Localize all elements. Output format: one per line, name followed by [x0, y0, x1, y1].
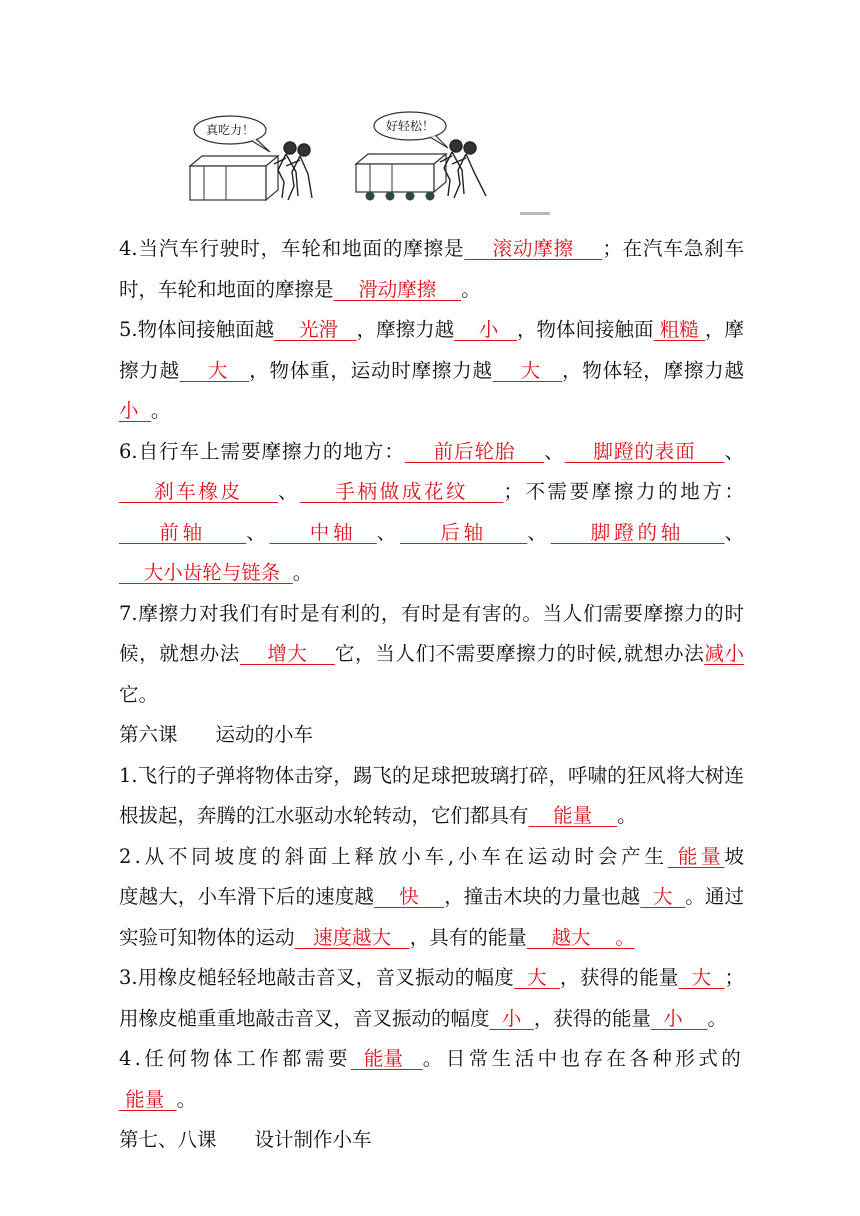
l6q2-answer-5: 越大 。 [526, 925, 635, 949]
l6q3-text-3: ；用橡皮槌重重地敲击音叉，音叉振动的幅度 [119, 966, 744, 1030]
l6q4-text-3: 。 [176, 1087, 197, 1111]
lesson-6-question-2 [119, 837, 744, 959]
q4-text-3: 。 [461, 277, 481, 301]
l6q3-text-4: ，获得的能量 [533, 1006, 651, 1030]
l6q3-answer-3: 小 [489, 1006, 534, 1030]
q6-text-3: 、 [724, 439, 744, 463]
lesson-6-question-1 [119, 756, 744, 837]
q5-text-6: ，物体轻，摩擦力越 [562, 358, 744, 382]
l6q2-text-1: 2.从不同坡度的斜面上释放小车,小车在运动时会产生 [119, 844, 668, 868]
friction-illustration [186, 108, 556, 220]
l6q2-answer-1: 能量 [667, 844, 725, 868]
right-box [356, 164, 434, 192]
q5-answer-5: 大 [492, 358, 563, 382]
l6q2-answer-4: 速度越大 [294, 925, 410, 949]
left-scene [190, 116, 312, 200]
left-bubble-text: 真吃力！ [205, 123, 255, 137]
watermark-mark [520, 212, 550, 215]
l6q4-answer-2: 能量 [119, 1087, 177, 1111]
lesson-7-8-heading [119, 1120, 744, 1161]
q5-text-5: ，物体重，运动时摩擦力越 [249, 358, 493, 382]
q6-answer-8: 脚蹬的轴 [550, 520, 725, 544]
q5-text-7: 。 [150, 399, 171, 422]
l6q3-text-1: 3.用橡皮槌轻轻地敲击音叉，音叉振动的幅度 [119, 966, 515, 989]
q6-answer-9: 大小齿轮与链条 [119, 561, 293, 584]
lesson-7-8-title: 第七、八课 [119, 1128, 217, 1151]
q5-answer-2: 小 [454, 318, 518, 341]
l6q3-answer-2: 大 [678, 966, 725, 989]
q6-text-4: 、 [277, 480, 301, 503]
l6q3-text-5: 。 [707, 1006, 728, 1030]
question-5 [119, 310, 744, 432]
q6-text-2: 、 [544, 439, 565, 463]
l6q1-text-2: 。 [617, 804, 637, 827]
l6q2-text-4: 。通过实验可知物体的运动 [119, 885, 744, 949]
q5-answer-6: 小 [119, 399, 151, 422]
q4-answer-2: 滑动摩擦 [333, 277, 462, 301]
q6-text-5: ；不需要摩擦力的地方： [503, 480, 744, 503]
q6-answer-3: 刹车橡皮 [119, 480, 278, 503]
q5-answer-1: 光滑 [274, 318, 357, 341]
q6-answer-1: 前后轮胎 [404, 439, 545, 463]
q6-text-8: 、 [527, 520, 551, 544]
q6-answer-7: 后轴 [400, 520, 528, 544]
q6-text-9: 、 [724, 520, 744, 544]
q6-answer-6: 中轴 [269, 520, 377, 544]
q6-answer-2: 脚蹬的表面 [564, 439, 725, 463]
l6q3-text-2: ，获得的能量 [559, 966, 679, 989]
q5-answer-3: 粗糙 [653, 318, 705, 341]
q6-answer-5: 前轴 [119, 520, 247, 544]
pushing-boxes-image [186, 108, 556, 220]
l6q4-text-2: 。日常生活中也存在各种形式的 [422, 1047, 744, 1070]
q5-text-2: ，摩擦力越 [356, 318, 455, 341]
q5-text-4: ，摩擦力越 [119, 318, 744, 382]
q7-answer-2: 减小 [704, 642, 744, 665]
question-4 [119, 229, 744, 310]
q4-answer-1: 滚动摩擦 [464, 237, 603, 260]
q7-text-1: 7.摩擦力对我们有时是有利的，有时是有害的。当人们需要摩擦力的时候，就想办法 [119, 601, 744, 665]
question-7 [119, 594, 744, 716]
lesson-6-subtitle: 运动的小车 [215, 723, 314, 746]
q6-answer-4: 手柄做成花纹 [300, 480, 504, 503]
right-bubble-text: 好轻松！ [385, 119, 435, 133]
l6q1-answer-1: 能量 [528, 804, 618, 827]
lesson-7-8-subtitle: 设计制作小车 [254, 1128, 372, 1151]
l6q3-answer-1: 大 [514, 966, 560, 989]
l6q3-answer-4: 小 [650, 1006, 708, 1030]
q5-text-3: ，物体间接触面 [517, 318, 654, 341]
q6-text-10: 。 [292, 561, 313, 584]
wheels [366, 192, 435, 201]
q6-text-7: 、 [376, 520, 401, 544]
left-people [274, 142, 312, 200]
q7-answer-1: 增大 [239, 642, 335, 665]
right-people [440, 140, 486, 198]
q6-text-1: 6.自行车上需要摩擦力的地方： [119, 439, 405, 463]
q4-text-1: 4.当汽车行驶时，车轮和地面的摩擦是 [119, 237, 465, 260]
l6q1-text-1: 1.飞行的子弹将物体击穿，踢飞的足球把玻璃打碎，呼啸的狂风将大树连根拔起，奔腾的江水驱动水轮转动，它们都具有 [119, 763, 744, 827]
q4-text-2: ；在汽车急刹车时，车轮和地面的摩擦是 [119, 237, 745, 301]
right-scene [356, 112, 486, 201]
l6q2-text-2: 坡度越大，小车滑下后的速度越 [119, 844, 744, 908]
l6q4-answer-1: 能量 [350, 1047, 423, 1070]
l6q4-text-1: 4.任何物体工作都需要 [119, 1047, 351, 1070]
q6-text-6: 、 [246, 520, 270, 544]
q5-answer-4: 大 [179, 358, 250, 382]
lesson-6-question-3 [119, 958, 744, 1039]
left-box [190, 166, 266, 200]
l6q2-text-3: ，撞击木块的力量也越 [444, 885, 641, 908]
question-6 [119, 432, 744, 594]
worksheet-content [119, 229, 744, 1161]
q5-text-1: 5.物体间接触面越 [119, 318, 275, 341]
lesson-6-question-4 [119, 1039, 744, 1120]
l6q2-answer-3: 大 [640, 885, 686, 908]
q7-text-2: 它，当人们不需要摩擦力的时候,就想办法 [334, 642, 705, 665]
lesson-6-heading [119, 715, 744, 756]
l6q2-text-5: ，具有的能量 [409, 925, 527, 949]
q7-text-3: 它。 [119, 682, 159, 706]
l6q2-answer-2: 快 [374, 885, 445, 908]
lesson-6-title: 第六课 [119, 723, 178, 746]
